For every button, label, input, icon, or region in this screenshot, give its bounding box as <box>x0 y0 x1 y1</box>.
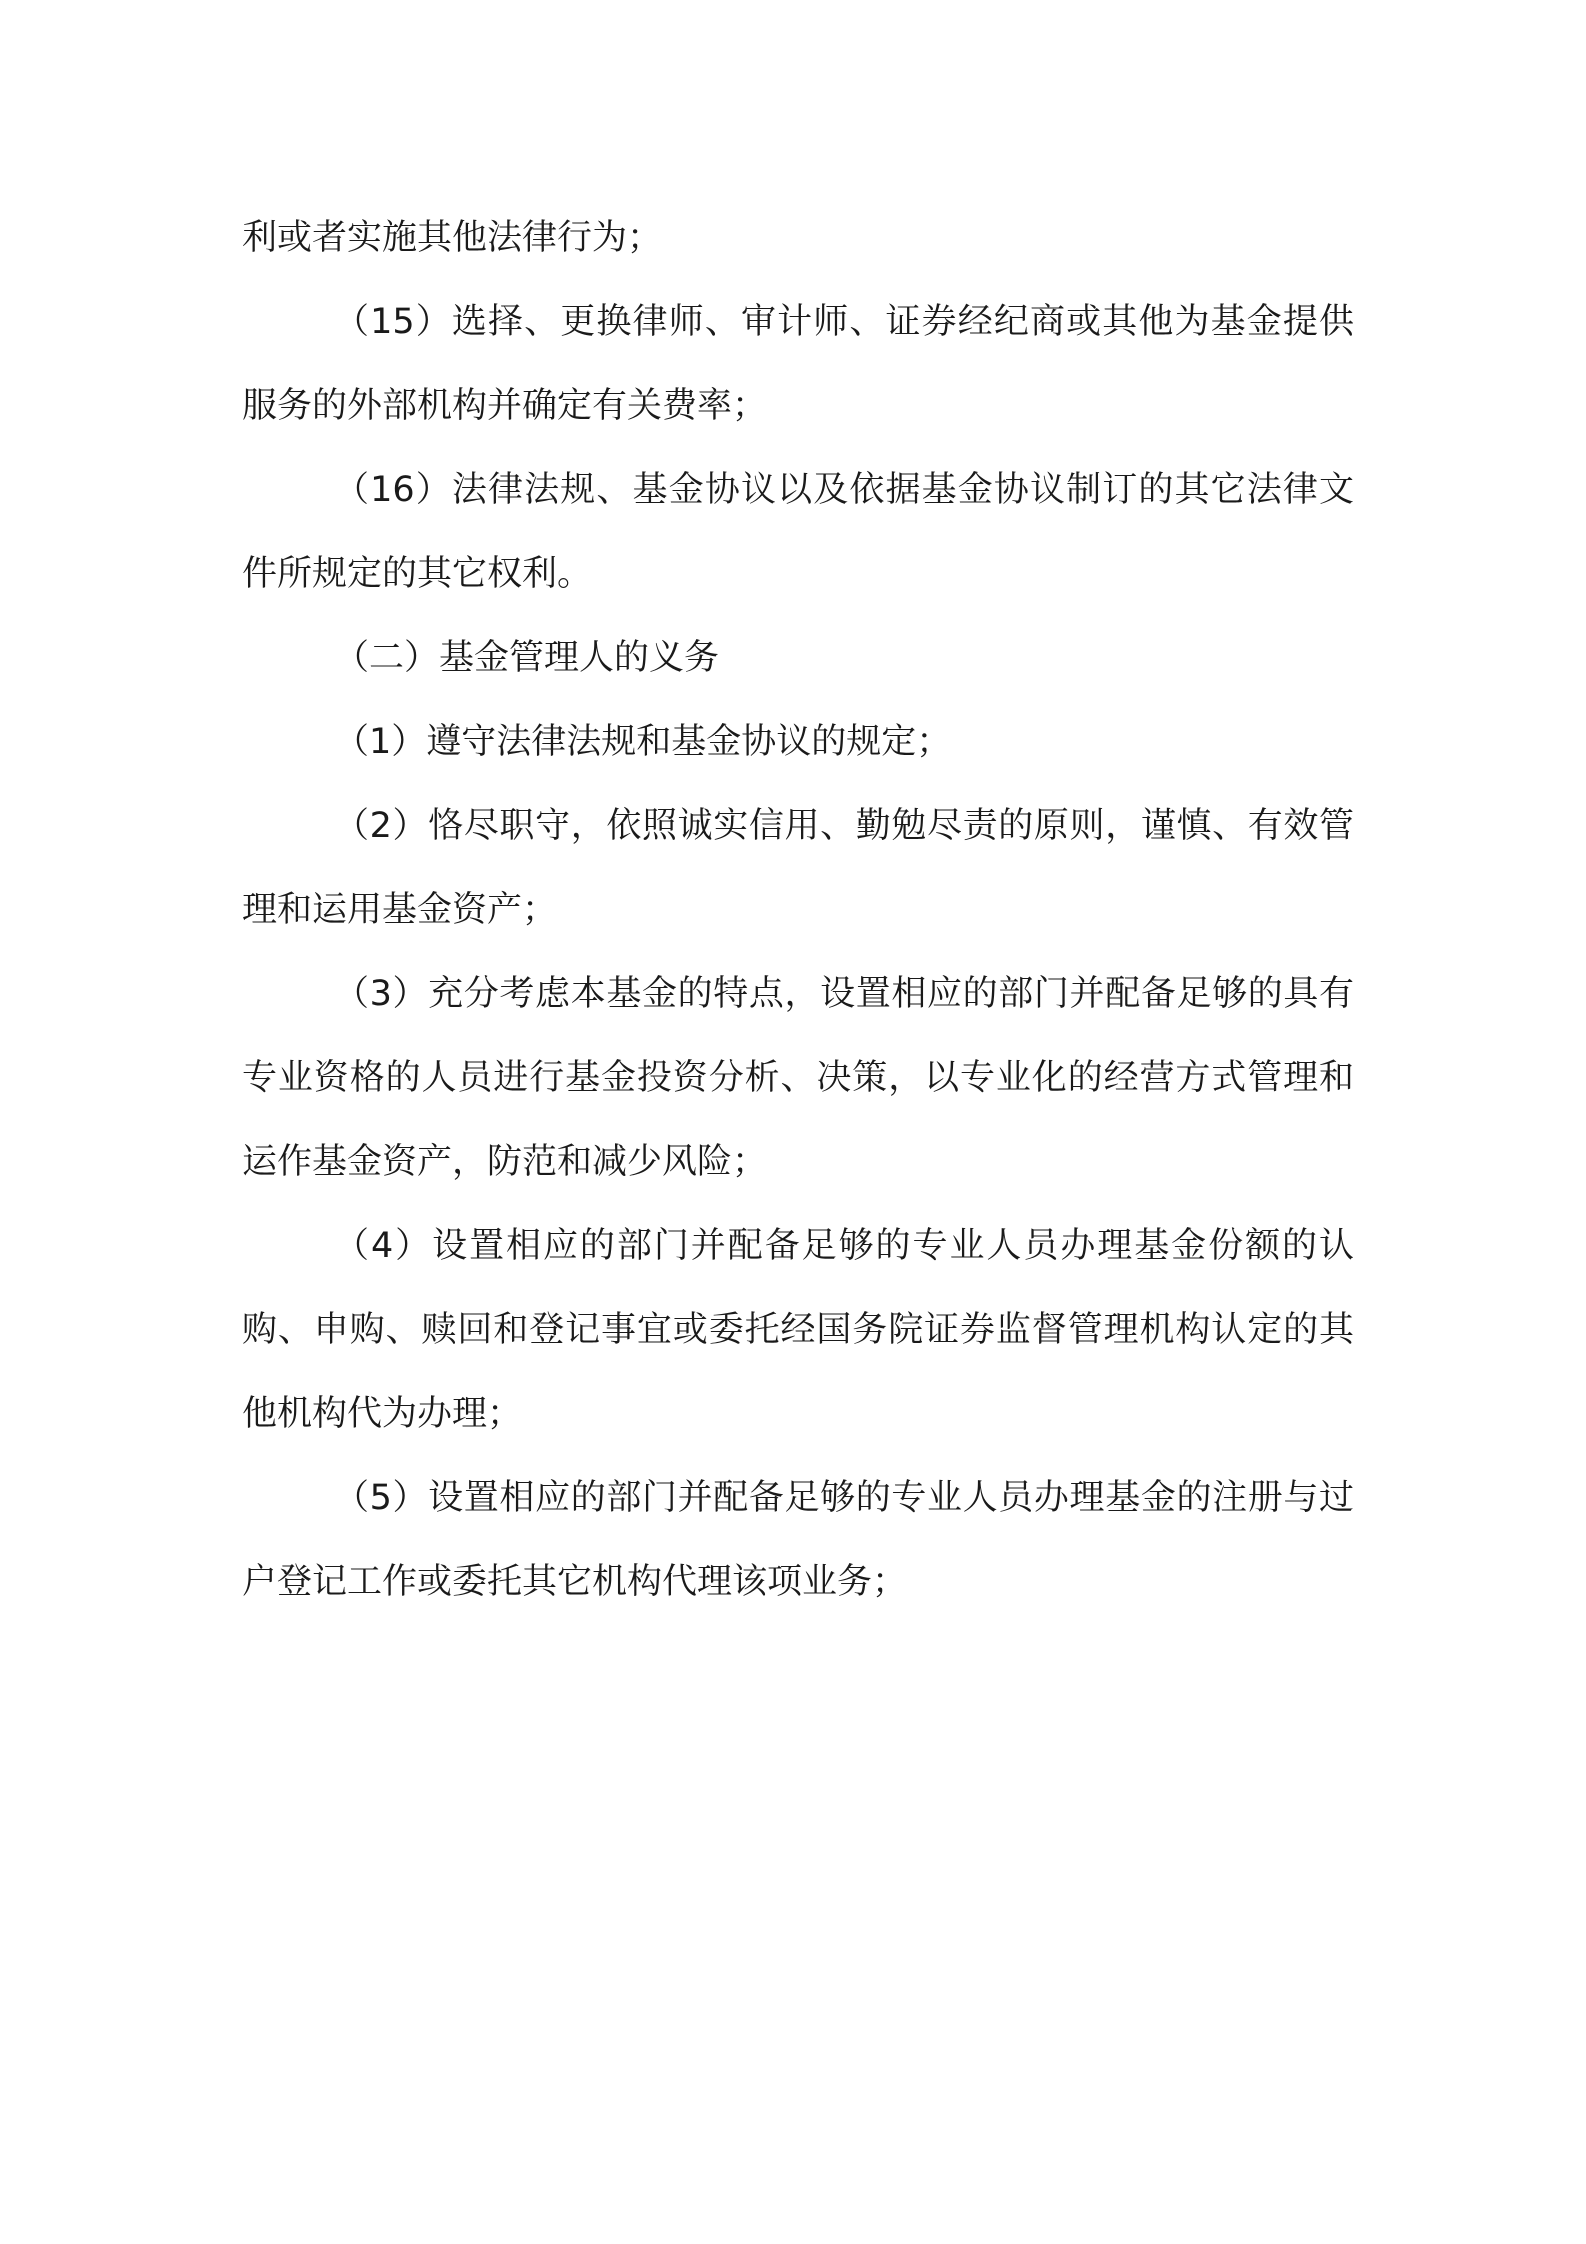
paragraph-item-16: （16）法律法规、基金协议以及依据基金协议制订的其它法律文件所规定的其它权利。 <box>242 470 1354 594</box>
paragraph-item-15: （15）选择、更换律师、审计师、证券经纪商或其他为基金提供服务的外部机构并确定有关费率； <box>242 302 1354 426</box>
section-heading-manager-obligations: （二）基金管理人的义务 <box>334 638 720 678</box>
paragraph-continuation: 利或者实施其他法律行为； <box>242 218 663 258</box>
paragraph-item-2: （2）恪尽职守，依照诚实信用、勤勉尽责的原则，谨慎、有效管理和运用基金资产； <box>242 806 1354 930</box>
paragraph-item-5: （5）设置相应的部门并配备足够的专业人员办理基金的注册与过户登记工作或委托其它机构代理该项业务； <box>242 1478 1354 1602</box>
paragraph-item-1: （1）遵守法律法规和基金协议的规定； <box>334 722 952 762</box>
paragraph-item-4: （4）设置相应的部门并配备足够的专业人员办理基金份额的认购、申购、赎回和登记事宜或委托经国务院证券监督管理机构认定的其他机构代为办理； <box>242 1226 1354 1434</box>
paragraph-item-3: （3）充分考虑本基金的特点，设置相应的部门并配备足够的具有专业资格的人员进行基金投资分析、决策，以专业化的经营方式管理和运作基金资产，防范和减少风险； <box>242 974 1354 1182</box>
document-body <box>242 196 1354 1624</box>
